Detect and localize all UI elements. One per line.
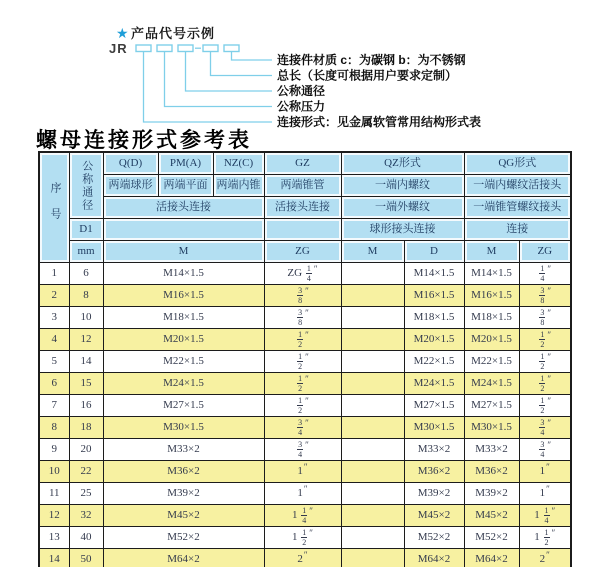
col-header-diameter: 公称通径 (69, 152, 103, 219)
cell-qz-d: M33×2 (404, 439, 464, 461)
table-row (39, 307, 571, 329)
cell-no: 10 (39, 461, 69, 483)
table-row (39, 439, 571, 461)
cell-qz-m (341, 439, 404, 461)
header-row-units (39, 241, 571, 263)
cell-qg-m: M14×1.5 (464, 263, 519, 285)
cell-qz-m (341, 527, 404, 549)
cell-qz-d: M22×1.5 (404, 351, 464, 373)
cell-qg-zg: $\frac{1}{4}$ ″ (519, 263, 571, 285)
cell-qg-zg: $\frac{3}{8}$ ″ (519, 285, 571, 307)
cell-no: 7 (39, 395, 69, 417)
cell-qg-m: M24×1.5 (464, 373, 519, 395)
code-label-pressure: 公称压力 (277, 99, 326, 114)
cell-qz-m (341, 483, 404, 505)
cell-qz-m (341, 329, 404, 351)
desc-gz: 两端锥管 (264, 175, 341, 197)
cell-dn: 12 (69, 329, 103, 351)
connector-line (232, 52, 273, 61)
product-code-diagram (0, 0, 600, 132)
cell-qz-m (341, 373, 404, 395)
subcol-qz-m: M (341, 241, 404, 263)
cell-no: 6 (39, 373, 69, 395)
table-row (39, 417, 571, 439)
cell-m: M30×1.5 (103, 417, 264, 439)
cell-qg-zg: $\frac{1}{2}$ ″ (519, 395, 571, 417)
cell-qz-d: M64×2 (404, 549, 464, 567)
cell-qg-m: M45×2 (464, 505, 519, 527)
cell-qg-zg: 1″ (519, 461, 571, 483)
table-row (39, 527, 571, 549)
code-label-connection: 连接形式：见金属软管常用结构形式表 (277, 115, 482, 129)
col-header-qg: QG形式 (464, 152, 571, 175)
cell-qg-m: M52×2 (464, 527, 519, 549)
table-row (39, 461, 571, 483)
cell-zg: $\frac{1}{2}$ ″ (264, 373, 341, 395)
cell-no: 12 (39, 505, 69, 527)
cell-qg-zg: $\frac{3}{4}$ ″ (519, 417, 571, 439)
cell-m: M33×2 (103, 439, 264, 461)
table-row (39, 373, 571, 395)
cell-dn: 22 (69, 461, 103, 483)
cell-qg-m: M16×1.5 (464, 285, 519, 307)
code-box (178, 45, 193, 52)
cell-qg-m: M30×1.5 (464, 417, 519, 439)
subcol-m: M (103, 241, 264, 263)
cell-qg-m: M39×2 (464, 483, 519, 505)
cell-qz-m (341, 549, 404, 567)
cell-no: 3 (39, 307, 69, 329)
cell-dn: 14 (69, 351, 103, 373)
cell-dn: 20 (69, 439, 103, 461)
cell-m: M52×2 (103, 527, 264, 549)
table-row (39, 351, 571, 373)
header-row-connection (39, 197, 571, 219)
cell-m: M18×1.5 (103, 307, 264, 329)
cell-qg-zg: 1 $\frac{1}{4}$ ″ (519, 505, 571, 527)
cell-m: M14×1.5 (103, 263, 264, 285)
col-header-pm: PM(A) (158, 152, 213, 175)
connection-ball-joint: 球形接头连接 (341, 219, 464, 241)
cell-qg-m: M18×1.5 (464, 307, 519, 329)
table-row (39, 395, 571, 417)
cell-dn: 15 (69, 373, 103, 395)
cell-qz-d: M36×2 (404, 461, 464, 483)
cell-dn: 40 (69, 527, 103, 549)
cell-m: M16×1.5 (103, 285, 264, 307)
cell-qz-d: M20×1.5 (404, 329, 464, 351)
cell-no: 13 (39, 527, 69, 549)
table-body (39, 263, 571, 567)
blank-cell (264, 219, 341, 241)
table-row (39, 549, 571, 567)
connector-line (186, 52, 273, 92)
desc-qg: 一端内螺纹活接头 (464, 175, 571, 197)
cell-qg-m: M22×1.5 (464, 351, 519, 373)
cell-m: M64×2 (103, 549, 264, 567)
cell-no: 11 (39, 483, 69, 505)
cell-qz-m (341, 351, 404, 373)
cell-qz-d: M39×2 (404, 483, 464, 505)
cell-qz-d: M30×1.5 (404, 417, 464, 439)
cell-qg-m: M20×1.5 (464, 329, 519, 351)
subcol-qg-m: M (464, 241, 519, 263)
cell-dn: 50 (69, 549, 103, 567)
cell-dn: 6 (69, 263, 103, 285)
cell-m: M36×2 (103, 461, 264, 483)
cell-dn: 25 (69, 483, 103, 505)
connection-taper-thread: 一端锥管螺纹接头 (464, 197, 571, 219)
code-label-length: 总长（长度可根据用户要求定制） (277, 68, 458, 83)
cell-dn: 10 (69, 307, 103, 329)
cell-qz-m (341, 263, 404, 285)
cell-qg-zg: $\frac{3}{4}$ ″ (519, 439, 571, 461)
cell-zg: 1 $\frac{1}{4}$ ″ (264, 505, 341, 527)
cell-qz-d: M24×1.5 (404, 373, 464, 395)
cell-dn: 32 (69, 505, 103, 527)
cell-qz-m (341, 505, 404, 527)
cell-qz-m (341, 285, 404, 307)
diagram-title: 产品代号示例 (131, 26, 216, 41)
code-box (203, 45, 218, 52)
cell-dn: 8 (69, 285, 103, 307)
cell-qg-zg: $\frac{1}{2}$ ″ (519, 373, 571, 395)
cell-m: M45×2 (103, 505, 264, 527)
subcol-zg: ZG (264, 241, 341, 263)
cell-qz-m (341, 461, 404, 483)
cell-qz-d: M45×2 (404, 505, 464, 527)
cell-zg: $\frac{1}{2}$ ″ (264, 395, 341, 417)
table-row (39, 505, 571, 527)
header-row-d1 (39, 219, 571, 241)
cell-qz-m (341, 417, 404, 439)
subcol-qz-d: D (404, 241, 464, 263)
connection-plain: 连接 (464, 219, 571, 241)
cell-no: 2 (39, 285, 69, 307)
cell-zg: $\frac{3}{4}$ ″ (264, 417, 341, 439)
cell-no: 8 (39, 417, 69, 439)
header-row-desc (39, 175, 571, 197)
cell-zg: ZG $\frac{1}{4}$ ″ (264, 263, 341, 285)
cell-qg-zg: 2″ (519, 549, 571, 567)
cell-zg: 1 $\frac{1}{2}$ ″ (264, 527, 341, 549)
cell-dn: 16 (69, 395, 103, 417)
cell-zg: $\frac{3}{8}$ ″ (264, 285, 341, 307)
cell-m: M39×2 (103, 483, 264, 505)
nut-connection-table (38, 151, 572, 567)
cell-qg-m: M33×2 (464, 439, 519, 461)
cell-zg: $\frac{3}{4}$ ″ (264, 439, 341, 461)
code-box (157, 45, 172, 52)
cell-qz-d: M18×1.5 (404, 307, 464, 329)
code-box (136, 45, 151, 52)
desc-qz: 一端内螺纹 (341, 175, 464, 197)
cell-qz-d: M14×1.5 (404, 263, 464, 285)
cell-qg-zg: 1″ (519, 483, 571, 505)
cell-qg-zg: 1 $\frac{1}{2}$ ″ (519, 527, 571, 549)
col-header-d1: D1 (69, 219, 103, 241)
cell-dn: 18 (69, 417, 103, 439)
code-box (224, 45, 239, 52)
table-header (39, 152, 571, 263)
cell-no: 14 (39, 549, 69, 567)
desc-q: 两端球形 (103, 175, 158, 197)
code-label-diameter: 公称通径 (277, 84, 326, 98)
cell-zg: $\frac{1}{2}$ ″ (264, 351, 341, 373)
cell-qg-zg: $\frac{1}{2}$ ″ (519, 329, 571, 351)
cell-qz-d: M27×1.5 (404, 395, 464, 417)
cell-no: 9 (39, 439, 69, 461)
col-header-gz: GZ (264, 152, 341, 175)
col-header-q: Q(D) (103, 152, 158, 175)
cell-qg-m: M27×1.5 (464, 395, 519, 417)
cell-no: 5 (39, 351, 69, 373)
cell-qz-m (341, 307, 404, 329)
cell-qz-d: M16×1.5 (404, 285, 464, 307)
desc-pm: 两端平面 (158, 175, 213, 197)
blank-cell (103, 219, 264, 241)
connector-line (144, 52, 273, 123)
col-header-qz: QZ形式 (341, 152, 464, 175)
cell-qz-d: M52×2 (404, 527, 464, 549)
unit-mm: mm (69, 241, 103, 263)
subcol-qg-zg: ZG (519, 241, 571, 263)
code-label-material: 连接件材质 c：为碳钢 b：为不锈钢 (277, 53, 466, 67)
connection-union: 活接头连接 (103, 197, 264, 219)
cell-zg: $\frac{3}{8}$ ″ (264, 307, 341, 329)
table-row (39, 263, 571, 285)
cell-m: M27×1.5 (103, 395, 264, 417)
table-row (39, 285, 571, 307)
col-header-nz: NZ(C) (213, 152, 264, 175)
connection-ext-thread: 一端外螺纹 (341, 197, 464, 219)
star-icon: ★ (116, 25, 129, 41)
cell-no: 4 (39, 329, 69, 351)
cell-m: M20×1.5 (103, 329, 264, 351)
product-code-prefix: JR (109, 41, 128, 56)
table-row (39, 483, 571, 505)
col-header-seq: 序号 (39, 152, 69, 263)
cell-qg-zg: $\frac{1}{2}$ ″ (519, 351, 571, 373)
cell-m: M24×1.5 (103, 373, 264, 395)
cell-zg: 2″ (264, 549, 341, 567)
connector-line (211, 52, 273, 76)
cell-m: M22×1.5 (103, 351, 264, 373)
cell-zg: 1″ (264, 461, 341, 483)
connection-union-gz: 活接头连接 (264, 197, 341, 219)
cell-qg-m: M64×2 (464, 549, 519, 567)
cell-qg-m: M36×2 (464, 461, 519, 483)
table-row (39, 329, 571, 351)
desc-nz: 两端内锥 (213, 175, 264, 197)
header-row-codes (39, 152, 571, 175)
cell-zg: 1″ (264, 483, 341, 505)
cell-no: 1 (39, 263, 69, 285)
cell-qg-zg: $\frac{3}{8}$ ″ (519, 307, 571, 329)
cell-qz-m (341, 395, 404, 417)
cell-zg: $\frac{1}{2}$ ″ (264, 329, 341, 351)
table-title: 螺母连接形式参考表 (36, 128, 252, 152)
